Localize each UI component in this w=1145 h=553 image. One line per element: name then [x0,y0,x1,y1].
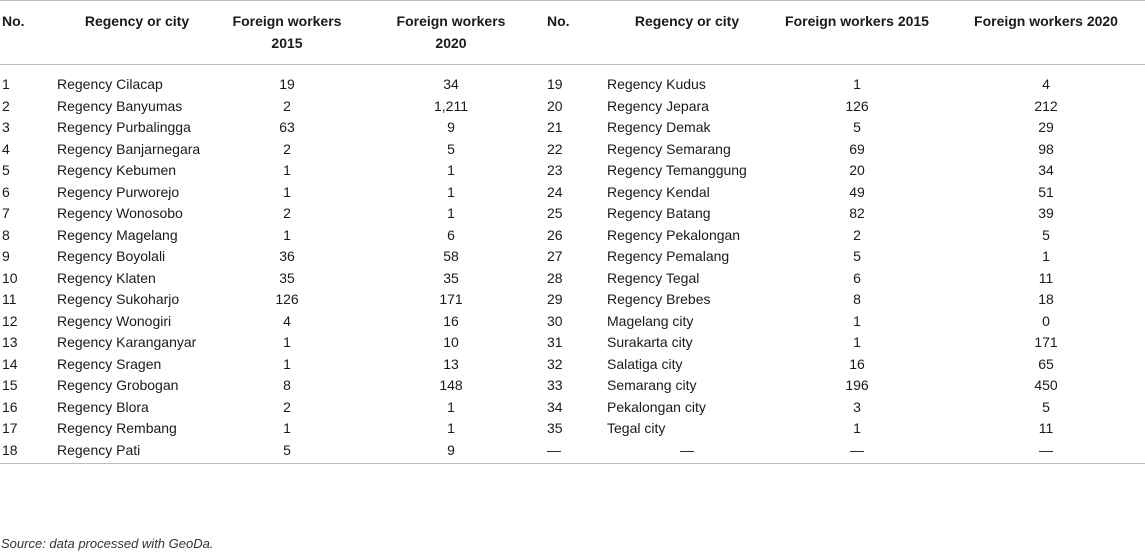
cell-region: Regency Wonosobo [57,205,183,221]
cell-right-fw2020: 5 [1042,398,1050,415]
cell-right-fw2020: 5 [1042,226,1050,243]
table-row [0,440,1145,464]
cell-region: Regency Sragen [57,355,162,372]
cell-right-fw2020: 51 [1038,183,1054,200]
table-row [0,203,1145,225]
cell-region: Regency Kebumen [57,162,177,178]
cell-right-region: Regency Jepara [607,97,709,114]
cell-region: Regency Pati [57,441,141,458]
cell-right-fw2015: 49 [849,183,865,200]
cell-no: 11 [2,291,17,307]
cell-region: Regency Wonogiri [57,312,172,329]
cell-fw2015: 36 [279,248,295,264]
table-row [0,311,1145,333]
cell-right-region: Regency Semarang [607,140,731,157]
cell-fw2020: 171 [439,291,463,307]
cell-right-no: 27 [547,248,563,264]
table-row [0,354,1145,376]
cell-fw2020: 1 [447,205,455,221]
table-header [0,1,1145,65]
cell-right-no: 24 [547,183,563,200]
cell-region: Regency Purbalingga [57,119,191,135]
cell-right-region: Regency Kendal [607,183,710,200]
cell-fw2020: 35 [443,269,459,286]
cell-right-region: Salatiga city [607,355,683,372]
cell-right-fw2015: — [850,441,864,458]
header-fw2015-line2: 2015 [271,35,303,51]
header-fw2015-2: Foreign workers 2015 [785,13,929,29]
table-row [0,160,1145,182]
cell-fw2020: 1,211 [434,97,468,114]
cell-no: 9 [2,248,10,264]
cell-region: Regency Klaten [57,269,156,286]
cell-right-region: Regency Temanggung [607,162,747,178]
header-fw2020-line2: 2020 [435,35,467,51]
cell-fw2020: 1 [447,183,455,200]
table-row [0,289,1145,311]
cell-right-region: Regency Pemalang [607,248,730,264]
cell-region: Regency Banyumas [57,97,183,114]
cell-no: 10 [2,269,18,286]
cell-fw2015: 5 [283,441,291,458]
cell-fw2020: 9 [447,441,455,458]
cell-right-no: 31 [547,334,563,350]
cell-fw2020: 16 [443,312,459,329]
header-region-2: Regency or city [634,13,740,29]
cell-right-region: Pekalongan city [607,398,706,415]
cell-fw2015: 63 [279,119,295,135]
header-region: Regency or city [84,13,190,29]
cell-right-region: — [680,441,694,458]
cell-fw2020: 34 [443,76,459,92]
cell-right-fw2020: 11 [1038,420,1054,436]
cell-no: 12 [2,312,18,329]
cell-no: 13 [2,334,18,350]
cell-right-fw2020: 212 [1034,97,1058,114]
cell-right-no: 19 [547,76,563,92]
cell-fw2015: 1 [283,183,291,200]
cell-fw2015: 35 [279,269,295,286]
table-row [0,117,1145,139]
table-row [0,397,1145,419]
cell-right-no: 26 [547,226,563,243]
cell-right-fw2015: 16 [849,355,865,372]
cell-right-fw2015: 3 [853,398,861,415]
cell-fw2020: 1 [447,420,455,436]
cell-no: 7 [2,205,10,221]
cell-right-fw2015: 1 [853,334,861,350]
cell-region: Regency Banjarnegara [57,140,201,157]
cell-right-fw2015: 6 [853,269,861,286]
cell-region: Regency Blora [57,398,149,415]
cell-fw2015: 1 [283,162,291,178]
cell-no: 14 [2,355,18,372]
source-note: Source: data processed with GeoDa. [1,536,214,551]
cell-right-fw2020: 4 [1042,76,1050,92]
cell-no: 6 [2,183,10,200]
cell-right-no: 22 [547,140,563,157]
header-fw2020-2: Foreign workers 2020 [974,13,1118,29]
cell-right-no: 35 [547,420,563,436]
cell-right-fw2015: 1 [853,312,861,329]
cell-right-region: Semarang city [607,377,697,393]
cell-right-region: Regency Kudus [607,76,706,92]
cell-fw2020: 13 [443,355,459,372]
header-no-2: No. [547,13,570,29]
cell-no: 3 [2,119,10,135]
cell-right-fw2015: 20 [849,162,865,178]
cell-right-no: 20 [547,97,563,114]
cell-right-fw2015: 196 [845,377,869,393]
cell-right-fw2020: 171 [1034,334,1058,350]
cell-right-fw2015: 1 [853,76,861,92]
header-no: No. [2,13,25,29]
cell-fw2015: 1 [283,355,291,372]
cell-no: 4 [2,140,10,157]
cell-right-fw2020: 29 [1038,119,1054,135]
table-row [0,268,1145,290]
cell-region: Regency Rembang [57,420,177,436]
cell-fw2015: 2 [283,205,291,221]
cell-no: 16 [2,398,18,415]
table-row [0,65,1145,96]
cell-right-fw2020: 18 [1038,291,1054,307]
cell-right-fw2020: 65 [1038,355,1054,372]
cell-no: 18 [2,441,18,458]
cell-right-region: Regency Batang [607,205,711,221]
cell-right-no: — [547,441,561,458]
cell-fw2015: 8 [283,377,291,393]
cell-no: 17 [2,420,18,436]
cell-fw2015: 2 [283,97,291,114]
cell-right-fw2015: 1 [853,420,861,436]
cell-right-fw2020: — [1039,441,1053,458]
cell-right-no: 34 [547,398,563,415]
cell-no: 8 [2,226,10,243]
cell-right-region: Regency Pekalongan [607,226,741,243]
cell-region: Regency Sukoharjo [57,291,180,307]
table-row [0,246,1145,268]
cell-right-fw2020: 98 [1038,140,1054,157]
cell-right-no: 32 [547,355,563,372]
cell-right-fw2015: 5 [853,119,861,135]
table-row [0,418,1145,440]
cell-right-fw2015: 8 [853,291,861,307]
table-row [0,332,1145,354]
cell-region: Regency Boyolali [57,248,166,264]
cell-region: Regency Magelang [57,226,178,243]
table-row [0,96,1145,118]
cell-no: 15 [2,377,18,393]
cell-fw2020: 58 [443,248,459,264]
cell-fw2015: 126 [275,291,299,307]
table-row [0,182,1145,204]
cell-fw2020: 148 [439,377,463,393]
cell-region: Regency Purworejo [57,183,180,200]
cell-fw2015: 2 [283,140,291,157]
cell-fw2015: 2 [283,398,291,415]
cell-right-region: Magelang city [607,312,694,329]
header-fw2015 [217,1,357,65]
table-body [0,65,1145,464]
cell-right-fw2015: 5 [853,248,861,264]
cell-fw2015: 19 [279,76,295,92]
header-fw2020 [357,1,545,65]
cell-right-fw2015: 2 [853,226,861,243]
cell-fw2015: 1 [283,420,291,436]
cell-fw2020: 1 [447,398,455,415]
table-row [0,375,1145,397]
cell-right-region: Surakarta city [607,334,693,350]
cell-right-no: 21 [547,119,563,135]
cell-fw2020: 6 [447,226,455,243]
header-fw2020-line1: Foreign workers [396,13,506,29]
cell-right-fw2020: 11 [1038,269,1054,286]
cell-right-no: 25 [547,205,563,221]
cell-fw2015: 1 [283,334,291,350]
cell-no: 1 [2,76,10,92]
cell-right-region: Regency Tegal [607,269,700,286]
cell-region: Regency Grobogan [57,377,179,393]
cell-right-fw2015: 82 [849,205,865,221]
cell-right-region: Tegal city [607,420,666,436]
cell-right-fw2015: 126 [845,97,869,114]
cell-right-region: Regency Brebes [607,291,711,307]
table-row [0,139,1145,161]
cell-right-no: 28 [547,269,563,286]
cell-right-no: 23 [547,162,563,178]
cell-right-fw2020: 34 [1038,162,1054,178]
cell-no: 2 [2,97,10,114]
cell-fw2020: 5 [447,140,455,157]
cell-region: Regency Cilacap [57,76,163,92]
cell-right-fw2015: 69 [849,140,865,157]
cell-fw2020: 10 [443,334,459,350]
cell-right-fw2020: 0 [1042,312,1050,329]
cell-fw2015: 1 [283,226,291,243]
cell-fw2020: 9 [447,119,455,135]
cell-no: 5 [2,162,10,178]
cell-right-no: 29 [547,291,563,307]
cell-right-fw2020: 1 [1042,248,1050,264]
cell-right-fw2020: 450 [1034,377,1058,393]
header-fw2015-line1: Foreign workers [232,13,342,29]
header-row [0,1,1145,65]
cell-fw2015: 4 [283,312,291,329]
cell-region: Regency Karanganyar [57,334,197,350]
cell-right-fw2020: 39 [1038,205,1054,221]
cell-right-region: Regency Demak [607,119,711,135]
table-row [0,225,1145,247]
cell-fw2020: 1 [447,162,455,178]
cell-right-no: 30 [547,312,563,329]
cell-right-no: 33 [547,377,563,393]
